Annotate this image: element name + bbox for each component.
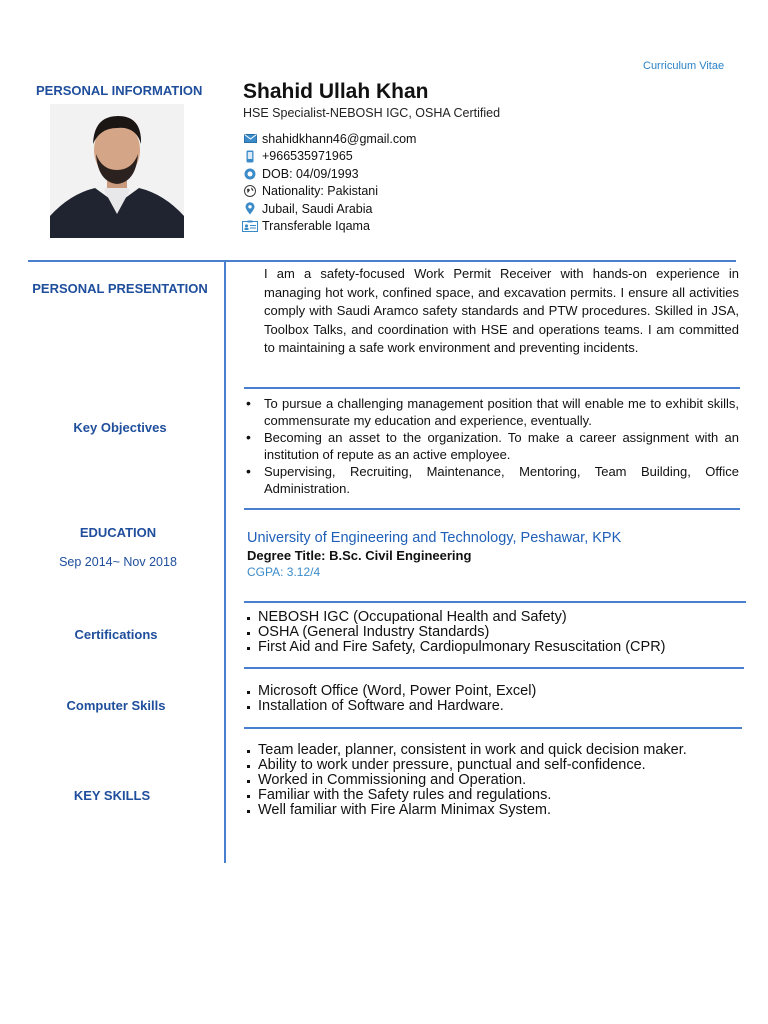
id-card-icon [242,219,258,233]
location-pin-icon [242,202,258,216]
contact-nationality [242,183,416,201]
key-objectives-list [242,395,739,497]
email-icon [242,132,258,146]
list-item: Familiar with the Safety rules and regulations. [244,788,744,803]
education-dates: Sep 2014~ Nov 2018 [59,555,177,569]
list-item: Well familiar with Fire Alarm Minimax System. [244,803,744,818]
contact-location-text: Jubail, Saudi Arabia [262,201,373,216]
contact-iqama [242,218,416,236]
list-item: NEBOSH IGC (Occupational Health and Safety) [244,610,744,625]
header-divider [28,260,736,262]
contact-dob-text: DOB: 04/09/1993 [262,166,359,181]
computer-skills-heading: Computer Skills [66,698,166,713]
personal-presentation-text: I am a safety-focused Work Permit Receiver with hands-on experience in managing hot work, confined space, and excavation permits. I ensure all activities comply with Saudi Aramco safety standards and PTW procedures. Skilled in JSA, Toolbox Talks, and coordination with HSE and operations teams. I am committed to maintaining a safe work environment and preventing incidents. [264,266,739,355]
list-item: OSHA (General Industry Standards) [244,625,744,640]
personal-presentation-heading: PERSONAL PRESENTATION [32,281,208,296]
list-item: • Becoming an asset to the organization. To make a career assignment with an institution of repute as an active employee. [242,429,739,463]
cgpa: CGPA: 3.12/4 [247,565,321,579]
key-skills-heading: KEY SKILLS [73,788,151,803]
key-skills-list [244,743,744,818]
list-item: • Supervising, Recruiting, Maintenance, Mentoring, Team Building, Office Administration. [242,463,739,497]
objectives-divider [244,508,740,510]
phone-icon [242,149,258,163]
education-divider [244,601,746,603]
contact-phone [242,148,416,166]
contact-dob [242,165,416,183]
list-item: First Aid and Fire Safety, Cardiopulmonary Resuscitation (CPR) [244,640,744,655]
certifications-list [244,610,744,655]
contact-nationality-text: Nationality: Pakistani [262,184,379,199]
candidate-name: Shahid Ullah Khan [243,80,429,103]
curriculum-vitae-tag: Curriculum Vitae [643,60,725,72]
list-item: • To pursue a challenging management position that will enable me to exhibit skills, commensurate my education and experience, eventually. [242,395,739,429]
birthday-icon [242,167,258,181]
candidate-subtitle: HSE Specialist-NEBOSH IGC, OSHA Certified [243,106,501,120]
computer-skills-list [244,684,744,714]
presentation-divider [244,387,740,389]
list-item: Installation of Software and Hardware. [244,699,744,714]
list-item: Ability to work under pressure, punctual and self-confidence. [244,758,744,773]
personal-information-heading: PERSONAL INFORMATION [36,83,203,98]
university-name: University of Engineering and Technology, Peshawar, KPK [247,530,622,546]
contact-list [242,130,416,235]
contact-email-text[interactable]: shahidkhann46@gmail.com [262,131,417,146]
column-divider [224,260,226,863]
degree-title: Degree Title: B.Sc. Civil Engineering [247,548,472,563]
list-item: Worked in Commissioning and Operation. [244,773,744,788]
contact-email [242,130,416,148]
globe-icon [242,184,258,198]
list-item: Microsoft Office (Word, Power Point, Excel) [244,684,744,699]
certifications-divider [244,667,744,669]
list-item: Team leader, planner, consistent in work and quick decision maker. [244,743,744,758]
key-objectives-heading: Key Objectives [73,420,167,435]
education-heading: EDUCATION [79,525,157,540]
contact-location [242,200,416,218]
contact-phone-text: +966535971965 [262,149,353,164]
computer-skills-divider [244,727,742,729]
contact-iqama-text: Transferable Iqama [262,219,370,234]
profile-photo [50,104,184,238]
certifications-heading: Certifications [74,627,158,642]
